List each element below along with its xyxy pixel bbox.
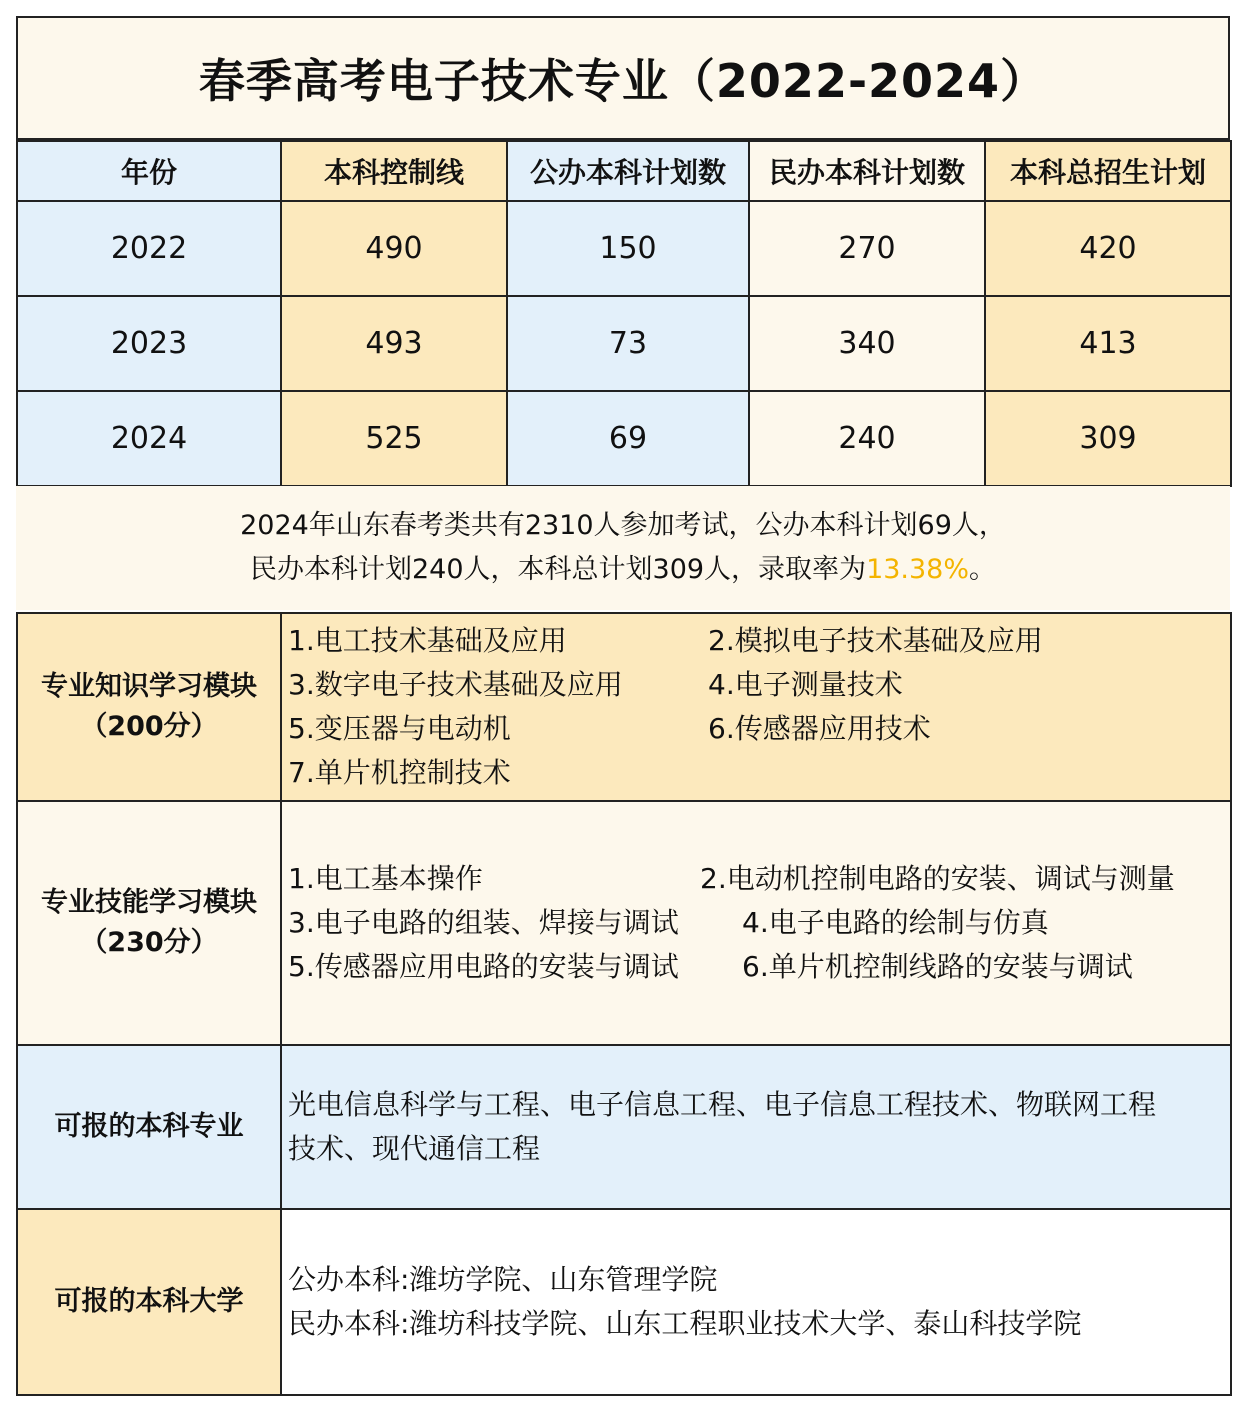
knowledge-module-heading [17,613,281,801]
knowledge-module-list [281,613,1231,801]
cell-public-plan: 150 [507,201,749,296]
module-table [16,612,1232,1396]
skills-module-list [281,801,1231,1045]
cell-total-plan: 420 [985,201,1231,296]
cell-public-plan: 73 [507,296,749,391]
skills-module-heading [17,801,281,1045]
private-universities: 民办本科:潍坊科技学院、山东工程职业技术大学、泰山科技学院 [288,1307,1082,1340]
list-item: 2.电动机控制电路的安装、调试与测量 [700,862,1175,895]
summary-line-1: 2024年山东春考类共有2310人参加考试，公办本科计划69人， [240,510,1006,541]
list-item: 5.传感器应用电路的安装与调试 [288,950,679,983]
list-item: 7.单片机控制技术 [288,756,511,789]
list-item: 4.电子测量技术 [708,668,903,701]
cell-total-plan: 413 [985,296,1231,391]
table-header-row [17,141,1231,201]
cell-private-plan: 240 [749,391,985,486]
admission-rate: 13.38% [866,554,970,585]
cell-private-plan: 270 [749,201,985,296]
enrollment-table [16,140,1232,487]
cell-public-plan: 69 [507,391,749,486]
knowledge-module-score: （200分） [80,711,218,742]
majors-line-1: 光电信息科学与工程、电子信息工程、电子信息工程技术、物联网工程 [288,1088,1157,1121]
majors-row [17,1045,1231,1209]
header-total-plan: 本科总招生计划 [985,141,1231,201]
title-banner [16,16,1230,140]
summary-line-2 [250,548,996,592]
summary-line-2-text: 民办本科计划240人，本科总计划309人，录取率为 [249,554,867,585]
list-item: 1.电工基本操作 [288,862,483,895]
list-item: 3.数字电子技术基础及应用 [288,668,623,701]
list-item: 1.电工技术基础及应用 [288,624,567,657]
table-row [17,296,1231,391]
knowledge-module-title: 专业知识学习模块 [41,671,257,702]
universities-heading: 可报的本科大学 [17,1209,281,1395]
list-item: 4.电子电路的绘制与仿真 [742,906,1049,939]
majors-list [281,1045,1231,1209]
header-control-line: 本科控制线 [281,141,507,201]
knowledge-module-row [17,613,1231,801]
cell-year: 2023 [17,296,281,391]
cell-control-line: 493 [281,296,507,391]
cell-year: 2024 [17,391,281,486]
page-title: 春季高考电子技术专业（2022-2024） [198,54,1048,108]
cell-control-line: 525 [281,391,507,486]
cell-total-plan: 309 [985,391,1231,486]
skills-module-score: （230分） [80,927,218,958]
list-item: 3.电子电路的组装、焊接与调试 [288,906,679,939]
skills-module-row [17,801,1231,1045]
list-item: 2.模拟电子技术基础及应用 [708,624,1043,657]
list-item: 6.传感器应用技术 [708,712,931,745]
majors-heading: 可报的本科专业 [17,1045,281,1209]
header-year: 年份 [17,141,281,201]
cell-control-line: 490 [281,201,507,296]
cell-private-plan: 340 [749,296,985,391]
summary-line-2-end: 。 [969,554,997,585]
summary-note [16,486,1230,610]
skills-module-title: 专业技能学习模块 [41,887,257,918]
list-item: 6.单片机控制线路的安装与调试 [742,950,1133,983]
table-row [17,391,1231,486]
universities-row [17,1209,1231,1395]
public-universities: 公办本科:潍坊学院、山东管理学院 [288,1263,718,1296]
cell-year: 2022 [17,201,281,296]
table-row [17,201,1231,296]
majors-line-2: 技术、现代通信工程 [288,1132,541,1165]
universities-list [281,1209,1231,1395]
header-private-plan: 民办本科计划数 [749,141,985,201]
list-item: 5.变压器与电动机 [288,712,511,745]
header-public-plan: 公办本科计划数 [507,141,749,201]
